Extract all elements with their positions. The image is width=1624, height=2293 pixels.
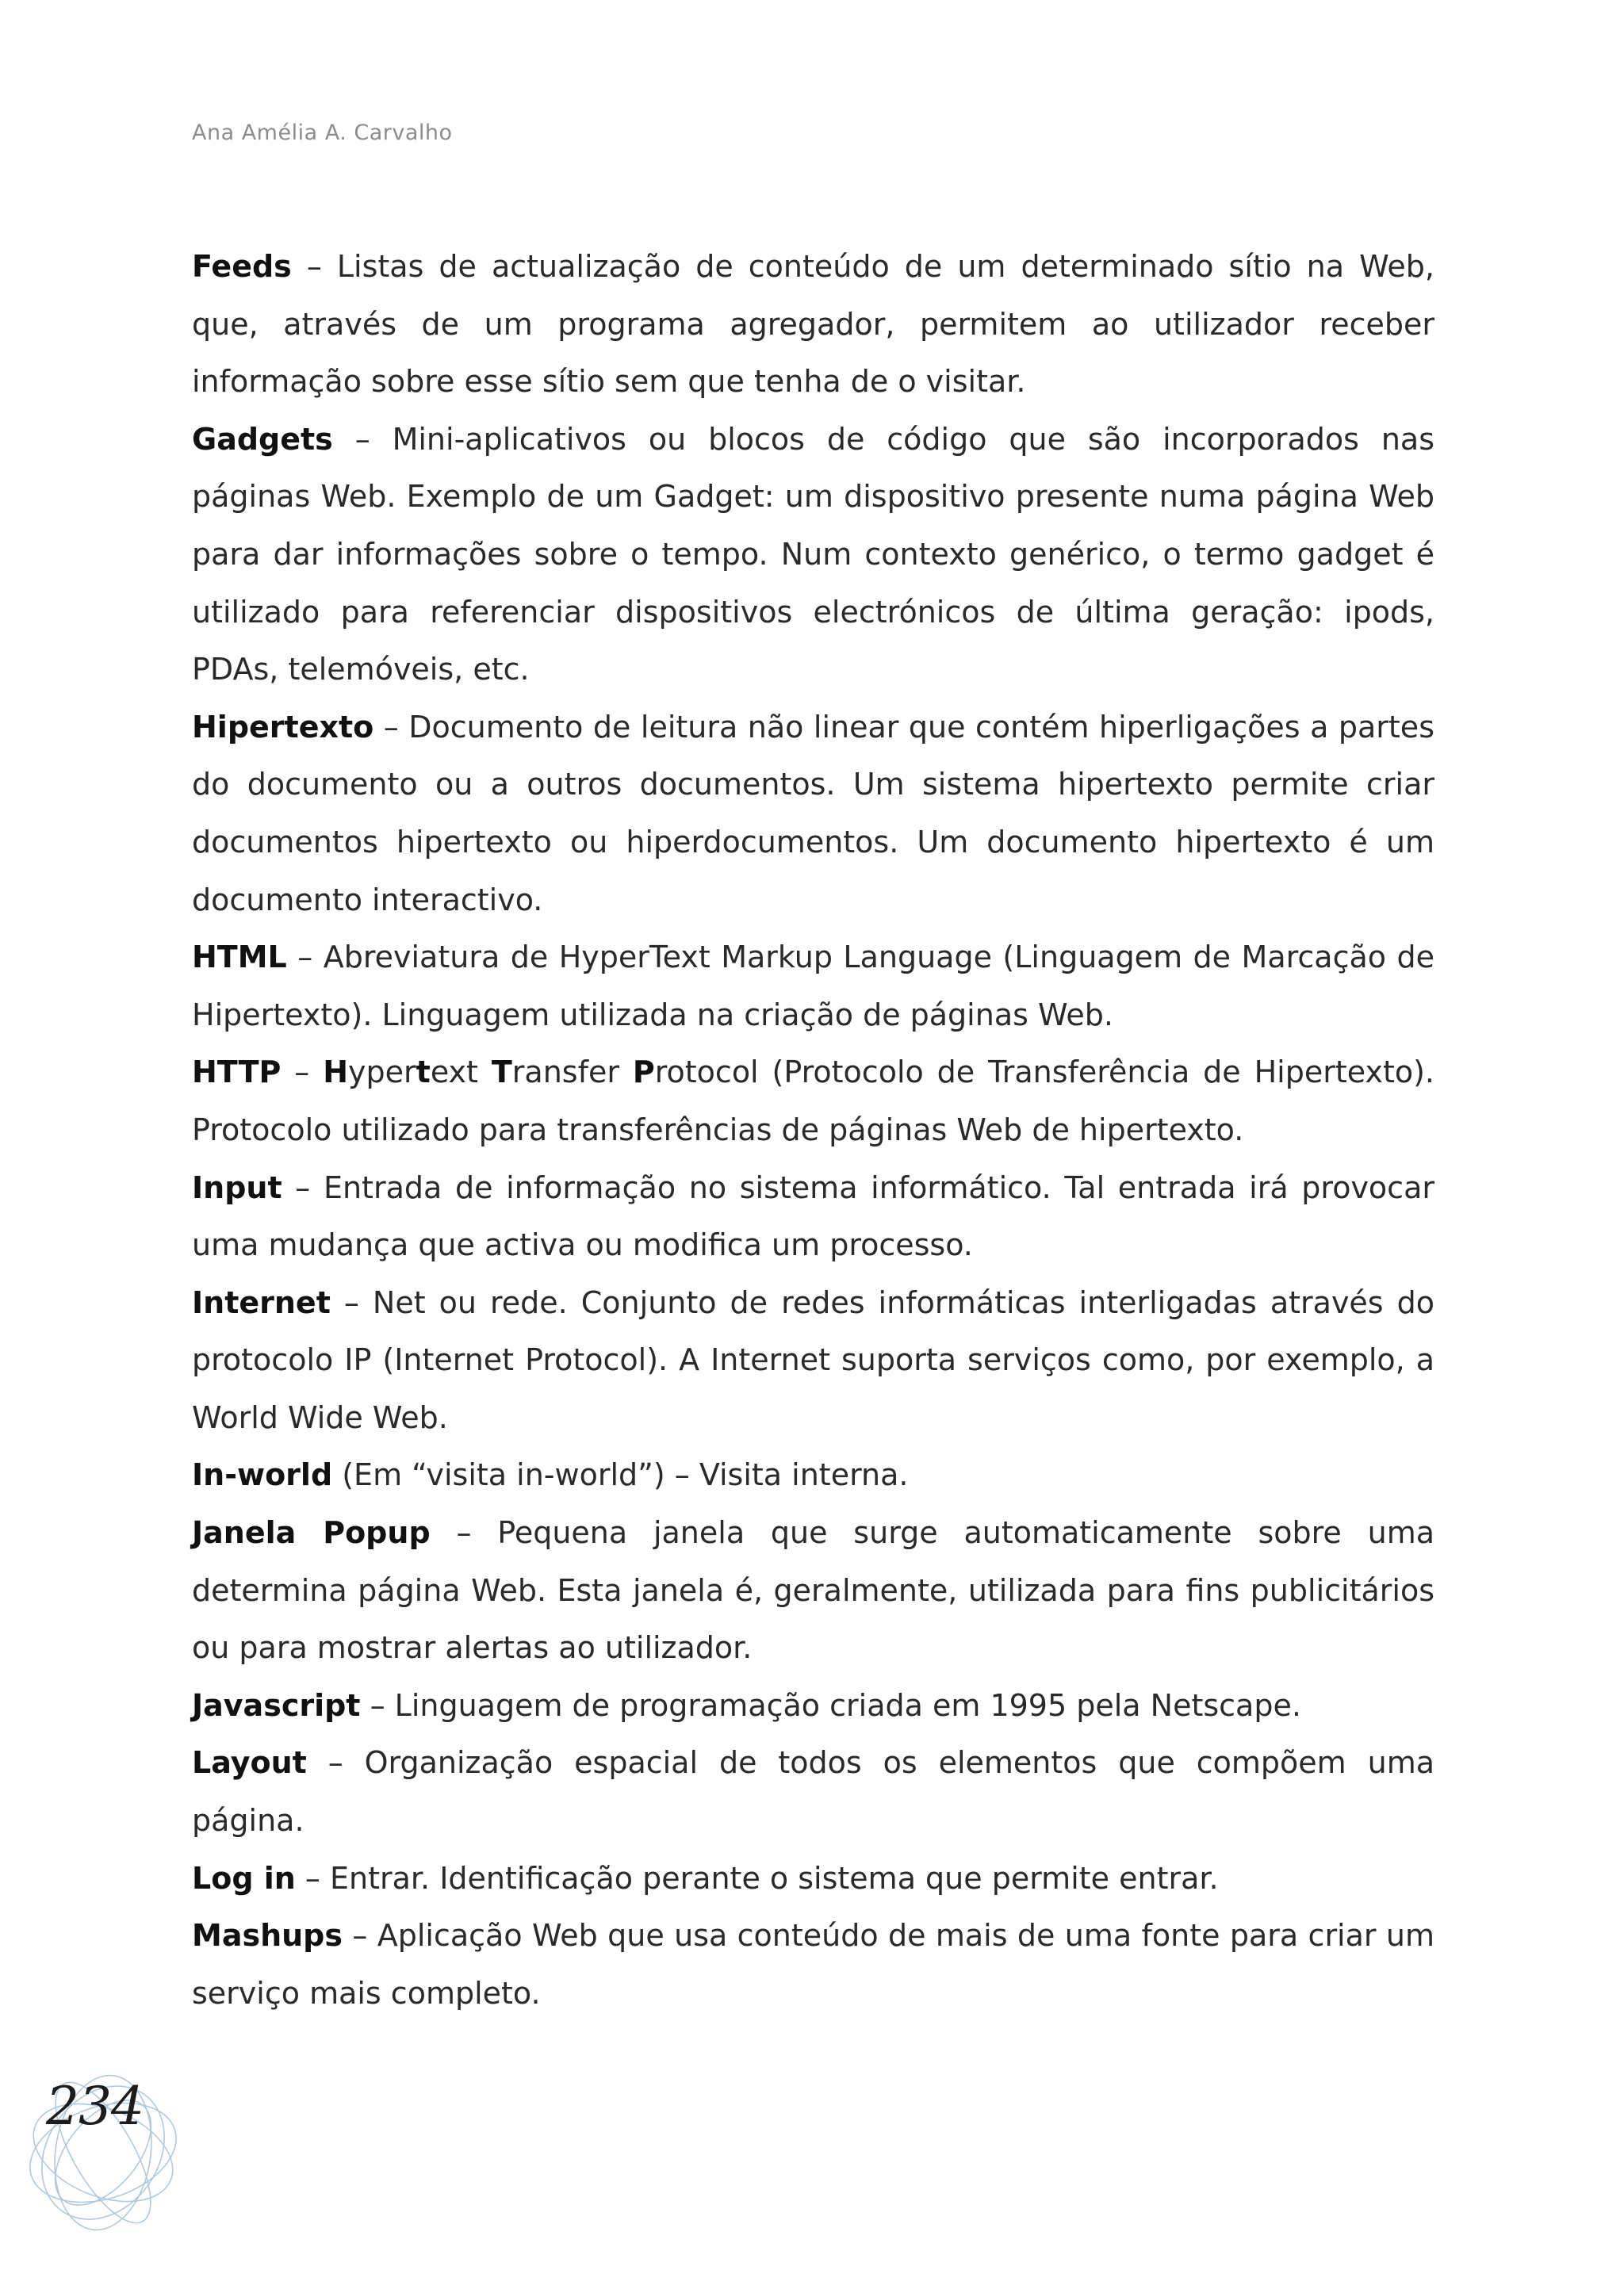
glossary-entry-log-in: [192, 1850, 1434, 1908]
glossary-term: Hipertexto: [192, 709, 374, 745]
glossary-definition: – Listas de actualização de conteúdo de um determinado sítio na Web, que, através de um programa agregador, permitem ao utilizador receber informação sobre esse sítio sem que tenha de o visitar.: [192, 249, 1434, 400]
acronym-rest: ransfer: [511, 1055, 633, 1090]
glossary-term: Log in: [192, 1860, 296, 1896]
glossary-entry-html: [192, 928, 1434, 1043]
glossary-entry-in-world: [192, 1446, 1434, 1504]
glossary-term: Layout: [192, 1745, 307, 1781]
glossary-definition: – Aplicação Web que usa conteúdo de mais de uma fonte para criar um serviço mais completo.: [192, 1918, 1434, 2011]
glossary-term: Mashups: [192, 1918, 343, 1954]
acronym-rest: ext: [430, 1055, 492, 1090]
glossary-definition: – Organização espacial de todos os elementos que compõem uma página.: [192, 1745, 1434, 1839]
glossary-definition: – Net ou rede. Conjunto de redes informáticas interligadas através do protocolo IP (Internet Protocol). A Internet suporta serviços como, por exemplo, a World Wide Web.: [192, 1284, 1434, 1435]
glossary-term: HTML: [192, 940, 287, 975]
glossary-term: Input: [192, 1169, 282, 1205]
glossary-definition: – Pequena janela que surge automaticamente sobre uma determina página Web. Esta janela é, geralmente, utilizada para fins publicitários ou para mostrar alertas ao utilizador.: [192, 1515, 1434, 1666]
glossary-definition: – Entrada de informação no sistema informático. Tal entrada irá provocar uma mudança que activa ou modifica um processo.: [192, 1169, 1434, 1263]
glossary-entry-feeds: [192, 238, 1434, 411]
glossary-entry-hipertexto: [192, 699, 1434, 928]
glossary-definition: – Mini-aplicativos ou blocos de código que são incorporados nas páginas Web. Exemplo de um Gadget: um dispositivo presente numa página Web para dar informações sobre o tempo. Num contexto genérico, o termo gadget é utilizado para referenciar dispositivos electrónicos de última geração: ipods, PDAs, telemóveis, etc.: [192, 421, 1434, 687]
acronym-letter-h: H: [323, 1055, 349, 1090]
glossary-entry-javascript: [192, 1677, 1434, 1735]
glossary-entry-http: [192, 1043, 1434, 1158]
acronym-letter-t2: T: [491, 1055, 512, 1090]
glossary-definition: – Documento de leitura não linear que contém hiperligações a partes do documento ou a outros documentos. Um sistema hipertexto permite criar documentos hipertexto ou hiperdocumentos. Um documento hipertexto é um documento interactivo.: [192, 709, 1434, 917]
acronym-letter-t: t: [416, 1055, 431, 1090]
acronym-rest: yper: [348, 1055, 416, 1090]
glossary-entry-janela-popup: [192, 1504, 1434, 1677]
glossary-entry-input: [192, 1159, 1434, 1274]
glossary-term: Javascript: [192, 1687, 361, 1723]
glossary-entry-gadgets: [192, 411, 1434, 699]
glossary-definition: – Linguagem de programação criada em 1995 pela Netscape.: [360, 1687, 1301, 1723]
glossary-definition: (Protocolo de Transferência de Hipertexto). Protocolo utilizado para transferências de páginas Web de hipertexto.: [192, 1055, 1434, 1147]
glossary-list: [192, 238, 1434, 2022]
glossary-entry-layout: [192, 1734, 1434, 1849]
glossary-definition: – Abreviatura de HyperText Markup Language (Linguagem de Marcação de Hipertexto). Linguagem utilizada na criação de páginas Web.: [192, 940, 1434, 1032]
glossary-definition: (Em “visita in-world”) – Visita interna.: [332, 1457, 909, 1493]
glossary-dash: –: [281, 1055, 324, 1090]
glossary-term: In-world: [192, 1457, 333, 1493]
glossary-term: HTTP: [192, 1055, 282, 1090]
acronym-letter-p: P: [632, 1055, 655, 1090]
glossary-term: Gadgets: [192, 421, 333, 457]
acronym-rest: rotocol: [654, 1055, 759, 1090]
glossary-term: Janela Popup: [192, 1515, 431, 1551]
glossary-entry-mashups: [192, 1907, 1434, 2022]
glossary-term: Feeds: [192, 249, 292, 284]
page-number: 234: [46, 2076, 144, 2137]
glossary-entry-internet: [192, 1274, 1434, 1447]
running-header-author: Ana Amélia A. Carvalho: [192, 121, 453, 145]
glossary-term: Internet: [192, 1284, 331, 1320]
glossary-definition: – Entrar. Identificação perante o sistema que permite entrar.: [295, 1860, 1219, 1896]
